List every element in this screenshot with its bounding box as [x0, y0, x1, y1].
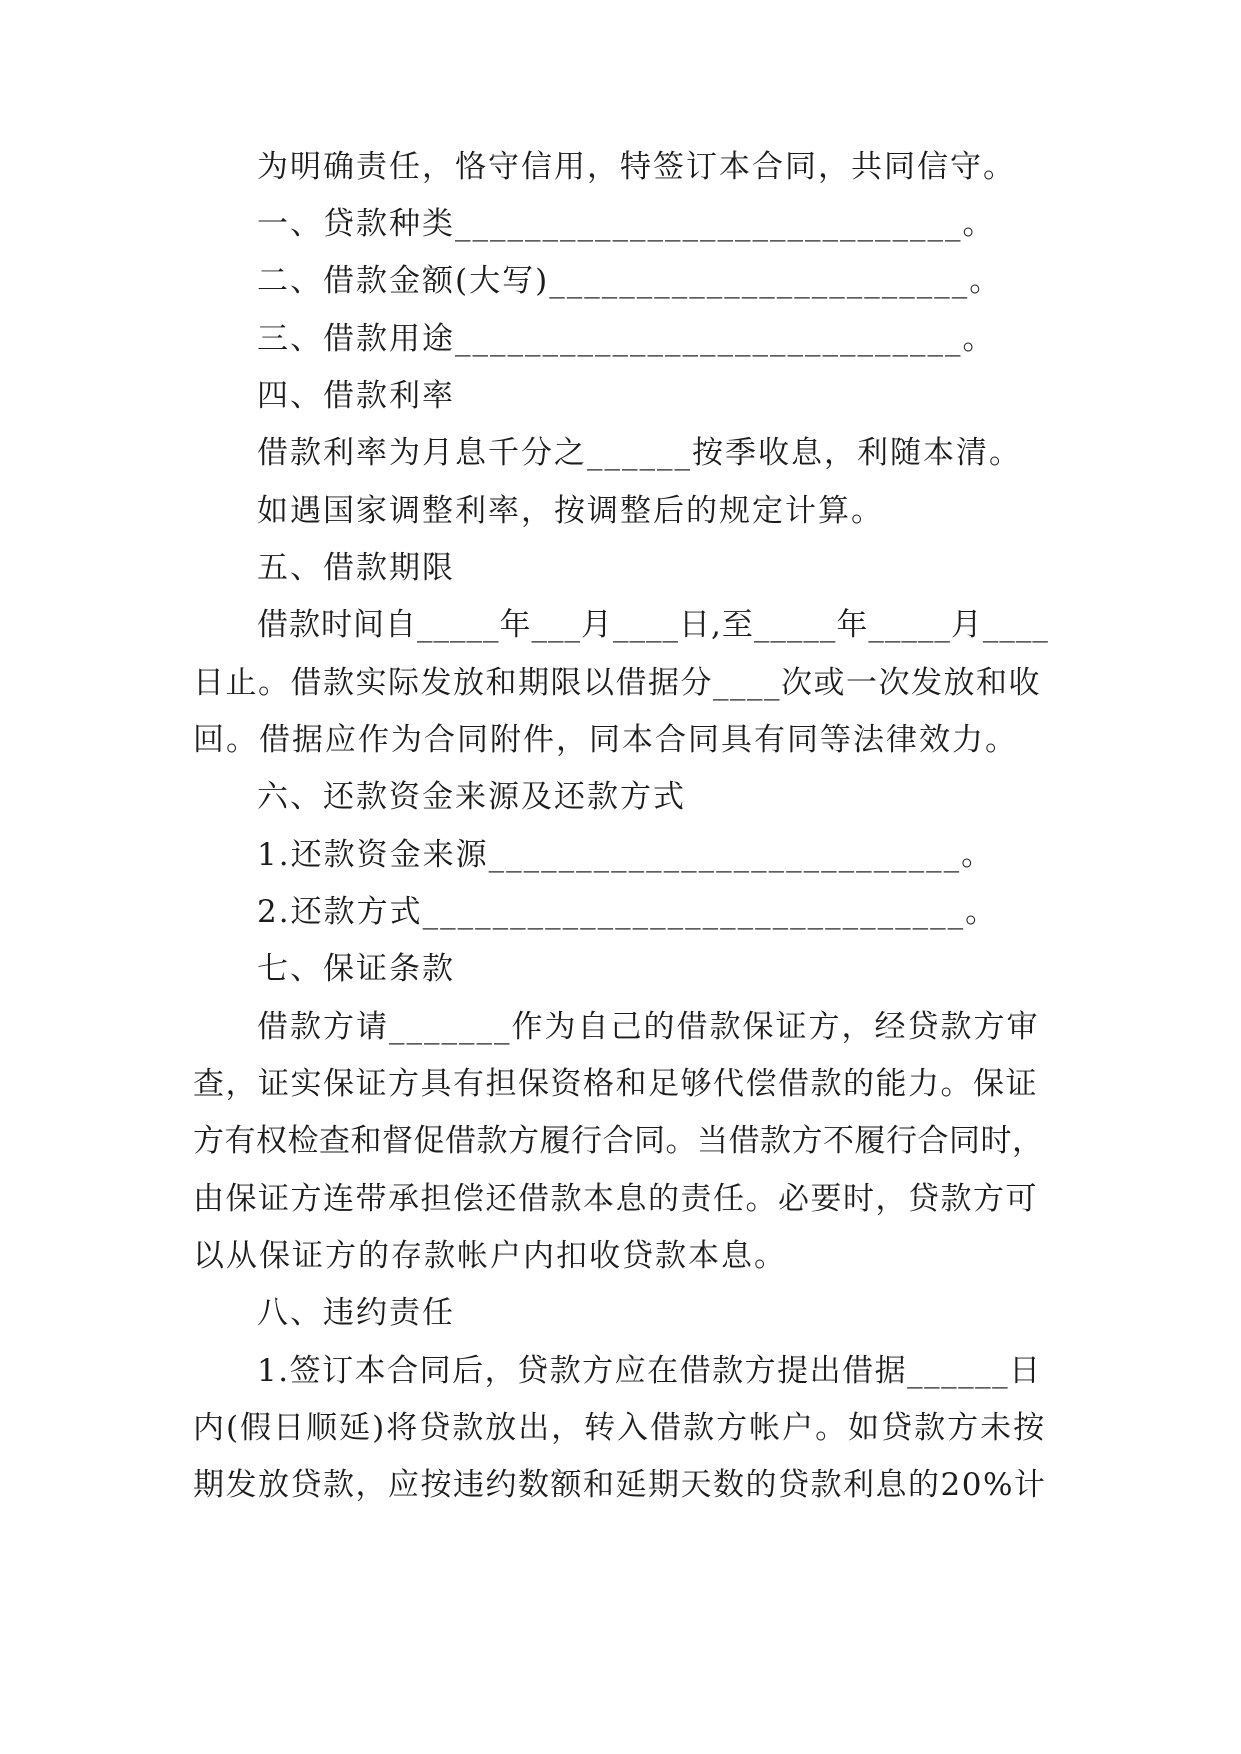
clause-7-heading: 七、保证条款	[257, 951, 455, 987]
breach-line-2: 内(假日顺延)将贷款放出，转入借款方帐户。如贷款方未按	[193, 1410, 1047, 1446]
repayment-method-line: 2.还款方式_______________________________。	[257, 894, 999, 930]
loan-term-line-3: 回。借据应作为合同附件，同本合同具有同等法律效力。	[193, 722, 1018, 758]
clause-4-heading: 四、借款利率	[257, 378, 455, 414]
clause-5-heading: 五、借款期限	[257, 550, 455, 586]
clause-8-heading: 八、违约责任	[257, 1295, 455, 1331]
breach-line-3: 期发放贷款，应按违约数额和延期天数的贷款利息的20%计	[193, 1467, 1047, 1503]
loan-term-line-2: 日止。借款实际发放和期限以借据分____次或一次发放和收	[193, 665, 1041, 701]
repayment-source-line: 1.还款资金来源___________________________。	[257, 837, 995, 873]
guarantee-line-1: 借款方请_______作为自己的借款保证方，经贷款方审	[257, 1009, 1040, 1045]
interest-rate-line: 借款利率为月息千分之______按季收息，利随本清。	[257, 435, 1022, 471]
clause-2-loan-amount: 二、借款金额(大写)________________________。	[257, 263, 1003, 299]
clause-1-loan-type: 一、贷款种类_____________________________。	[257, 206, 996, 242]
guarantee-line-3: 方有权检查和督促借款方履行合同。当借款方不履行合同时，	[193, 1123, 1044, 1159]
intro-line: 为明确责任，恪守信用，特签订本合同，共同信守。	[257, 149, 1016, 185]
guarantee-line-2: 查，证实保证方具有担保资格和足够代偿借款的能力。保证	[193, 1066, 1038, 1102]
breach-line-1: 1.签订本合同后，贷款方应在借款方提出借据______日	[257, 1353, 1042, 1389]
interest-adjust-line: 如遇国家调整利率，按调整后的规定计算。	[257, 493, 884, 529]
guarantee-line-4: 由保证方连带承担偿还借款本息的责任。必要时，贷款方可	[193, 1181, 1038, 1217]
clause-6-heading: 六、还款资金来源及还款方式	[257, 779, 686, 815]
clause-3-loan-purpose: 三、借款用途_____________________________。	[257, 321, 996, 357]
guarantee-line-5: 以从保证方的存款帐户内扣收贷款本息。	[193, 1238, 787, 1274]
loan-term-line-1: 借款时间自_____年___月____日,至_____年_____月____	[257, 607, 1049, 643]
